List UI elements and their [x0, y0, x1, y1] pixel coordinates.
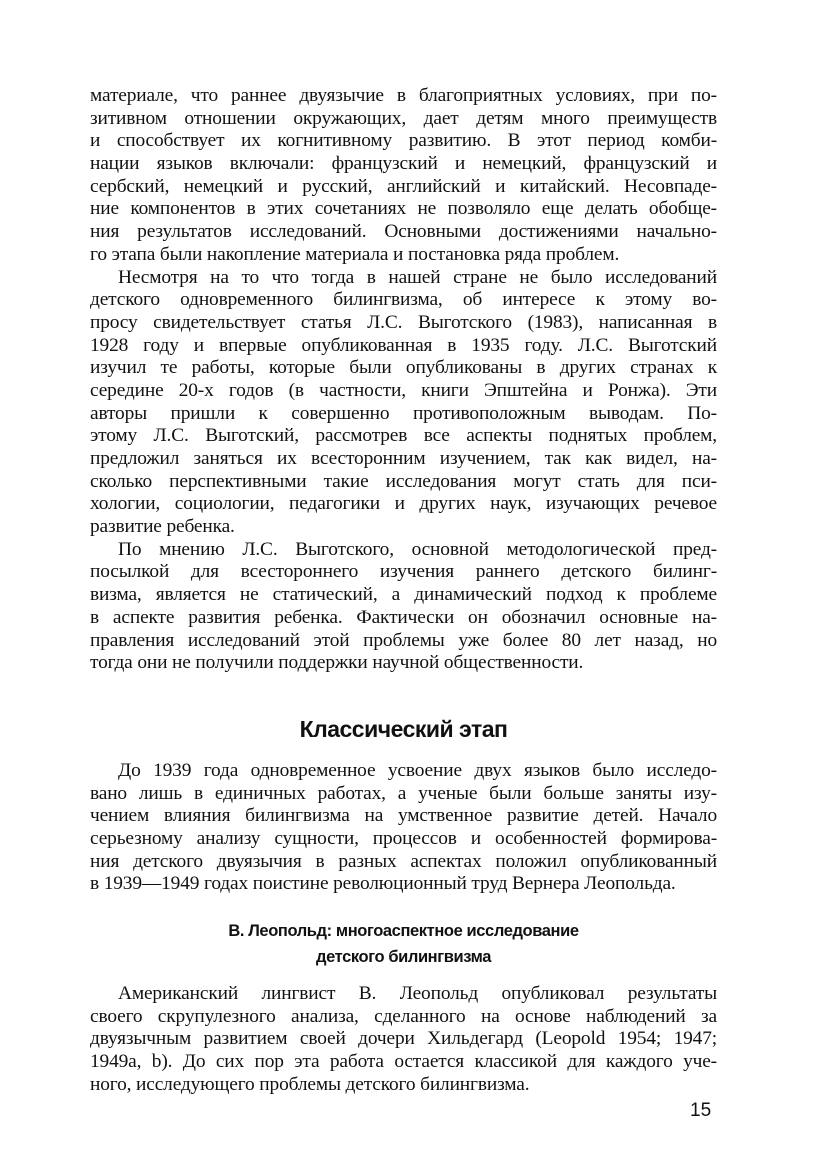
text-line: сербский, немецкий и русский, английский и китайский. Несовпаде-	[90, 175, 717, 197]
text-line: авторы пришли к совершенно противоположным выводам. По-	[90, 402, 717, 424]
text-line: ния результатов исследований. Основными достижениями начально-	[90, 221, 717, 243]
text-line: двуязычным развитием своей дочери Хильдегард (Leopold 1954; 1947;	[90, 1028, 717, 1050]
paragraph	[90, 267, 717, 539]
text-line: ния детского двуязычия в разных аспектах положил опубликованный	[90, 850, 717, 872]
paragraph	[90, 760, 717, 896]
text-line: сколько перспективными такие исследования могут стать для пси-	[90, 470, 717, 492]
text-line: середине 20-х годов (в частности, книги Эпштейна и Ронжа). Эти	[90, 379, 717, 401]
text-line: в аспекте развития ребенка. Фактически он обозначил основные на-	[90, 606, 717, 628]
text-line: го этапа были накопление материала и постановка ряда проблем.	[90, 243, 620, 265]
text-line: По мнению Л.С. Выготского, основной методологической пред-	[118, 538, 717, 560]
text-line: хологии, социологии, педагогики и других наук, изучающих речевое	[90, 493, 717, 515]
text-line: До 1939 года одновременное усвоение двух языков было исследо-	[118, 760, 717, 781]
text-line: этому Л.С. Выготский, рассмотрев все аспекты поднятых проблем,	[90, 425, 717, 447]
text-line: вано лишь в единичных работах, а ученые были больше заняты изу-	[90, 782, 717, 804]
paragraph	[90, 85, 717, 267]
text-line: Несмотря на то что тогда в нашей стране не было исследований	[118, 266, 717, 288]
text-line: серьезному анализу сущности, процессов и особенностей формирова-	[90, 828, 717, 850]
text-line: нации языков включали: французский и немецкий, французский и	[90, 153, 717, 175]
subsection-paragraph	[90, 983, 717, 1096]
text-line: и способствует их когнитивному развитию. В этот период комби-	[90, 130, 717, 152]
text-line: ного, исследующего проблемы детского билингвизма.	[90, 1073, 530, 1095]
text-line: 1949a, b). До сих пор эта работа остается классикой для каждого уче-	[90, 1051, 717, 1073]
text-line: изучил те работы, которые были опубликованы в других странах к	[90, 357, 717, 379]
text-line: материале, что раннее двуязычие в благоприятных условиях, при по-	[90, 85, 717, 106]
text-line: в 1939—1949 годах поистине революционный труд Вернера Леопольда.	[90, 873, 676, 895]
paragraph	[90, 983, 717, 1096]
text-line: визма, является не статический, а динамический подход к проблеме	[90, 584, 717, 606]
text-line: просу свидетельствует статья Л.С. Выготского (1983), написанная в	[90, 311, 717, 333]
text-line: 1928 году и впервые опубликованная в 1935 году. Л.С. Выготский	[90, 334, 717, 356]
subsection-heading	[90, 918, 717, 970]
text-line: ние компонентов в этих сочетаниях не позволяло еще делать обобще-	[90, 198, 717, 220]
subsection-heading-line: детского билингвизма	[316, 948, 491, 966]
text-line: Американский лингвист В. Леопольд опубликовал результаты	[118, 983, 717, 1004]
page-number: 15	[690, 1100, 712, 1121]
text-line: зитивном отношении окружающих, дает детям много преимуществ	[90, 107, 717, 129]
text-line: своего скрупулезного анализа, сделанного на основе наблюдений за	[90, 1005, 717, 1027]
section-heading: Классический этап	[299, 716, 508, 742]
subsection-heading-line: В. Леопольд: многоаспектное исследование	[228, 922, 579, 940]
text-line: чением влияния билингвизма на умственное развитие детей. Начало	[90, 805, 717, 827]
text-line: тогда они не получили поддержки научной общественности.	[90, 652, 584, 674]
text-line: детского одновременного билингвизма, об интересе к этому во-	[90, 289, 717, 311]
text-line: посылкой для всестороннего изучения раннего детского билинг-	[90, 561, 717, 583]
text-line: предложил заняться их всесторонним изучением, так как видел, на-	[90, 448, 717, 469]
text-line: развитие ребенка.	[90, 516, 235, 538]
section-paragraph	[90, 760, 717, 896]
paragraph	[90, 539, 717, 675]
text-line: правления исследований этой проблемы уже более 80 лет назад, но	[90, 629, 717, 651]
body-text-top	[90, 85, 717, 675]
